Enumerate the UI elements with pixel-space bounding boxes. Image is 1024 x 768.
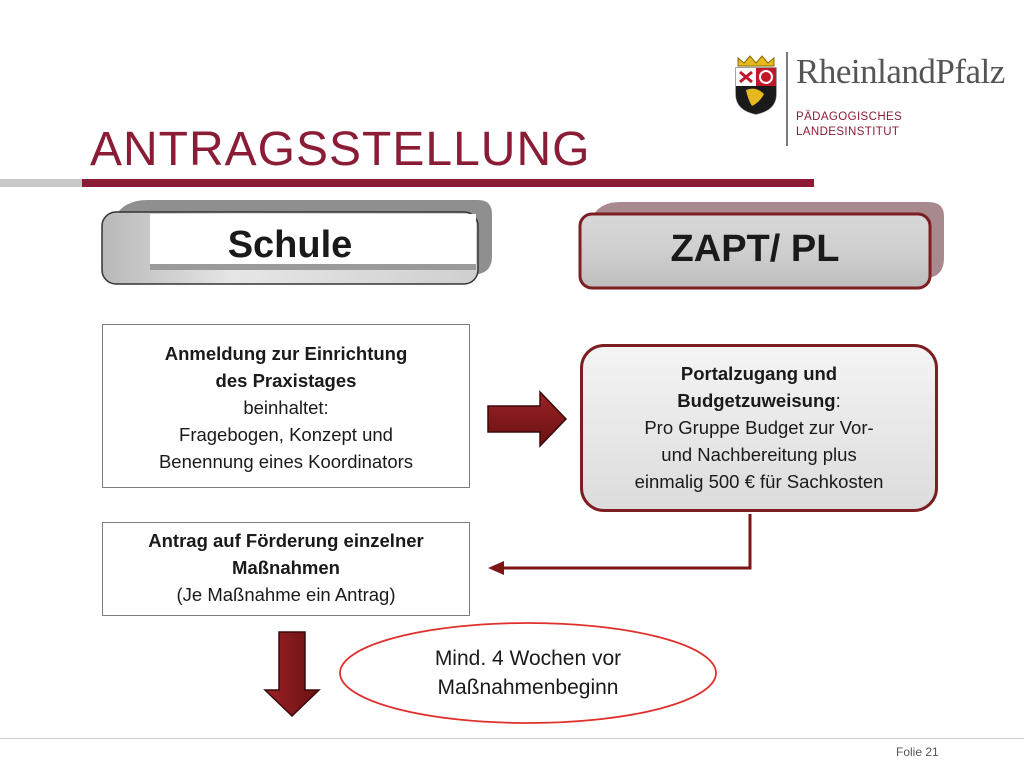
logo-subtitle-line2: LANDESINSTITUT <box>796 126 900 138</box>
registration-line5: Benennung eines Koordinators <box>158 451 414 472</box>
logo-subtitle-line1: PÄDAGOGISCHES <box>796 111 903 123</box>
application-heading-line1: Antrag auf Förderung einzelner <box>148 530 424 551</box>
schule-header-label: Schule <box>227 224 353 266</box>
return-arrow-icon <box>482 512 758 582</box>
application-box <box>102 522 470 616</box>
portal-line4: und Nachbereitung plus <box>661 444 857 465</box>
right-arrow-icon <box>486 390 568 448</box>
logo-subtitle <box>796 110 902 140</box>
portal-heading-line1: Portalzugang und <box>680 363 838 384</box>
slide-number: Folie 21 <box>896 745 939 759</box>
portal-heading-line2: Budgetzuweisung <box>677 390 836 411</box>
application-heading-line2: Maßnahmen <box>232 557 340 578</box>
down-arrow-icon <box>262 630 322 718</box>
deadline-note <box>340 644 716 702</box>
slide-title: ANTRAGSSTELLUNG <box>90 123 591 176</box>
logo-divider <box>786 52 788 146</box>
footer-divider <box>0 738 1024 739</box>
registration-heading-line2: des Praxistages <box>215 370 357 391</box>
title-underline-gray <box>0 179 82 187</box>
registration-heading-line1: Anmeldung zur Einrichtung <box>164 343 408 364</box>
application-line3: (Je Maßnahme ein Antrag) <box>176 584 396 605</box>
coat-of-arms-logo <box>732 54 780 116</box>
registration-line4: Fragebogen, Konzept und <box>179 424 393 445</box>
title-underline-red <box>82 179 814 187</box>
deadline-note-line2: Maßnahmenbeginn <box>437 676 619 699</box>
portal-budget-box <box>580 344 938 512</box>
zapt-header-label: ZAPT/ PL <box>670 228 840 270</box>
portal-heading-colon: : <box>835 390 841 411</box>
deadline-note-line1: Mind. 4 Wochen vor <box>434 647 622 670</box>
portal-line5: einmalig 500 € für Sachkosten <box>634 471 884 492</box>
registration-box <box>102 324 470 488</box>
logo-wordmark: RheinlandPfalz <box>796 52 1005 91</box>
portal-line3: Pro Gruppe Budget zur Vor- <box>644 417 874 438</box>
registration-line3: beinhaltet: <box>243 397 329 418</box>
